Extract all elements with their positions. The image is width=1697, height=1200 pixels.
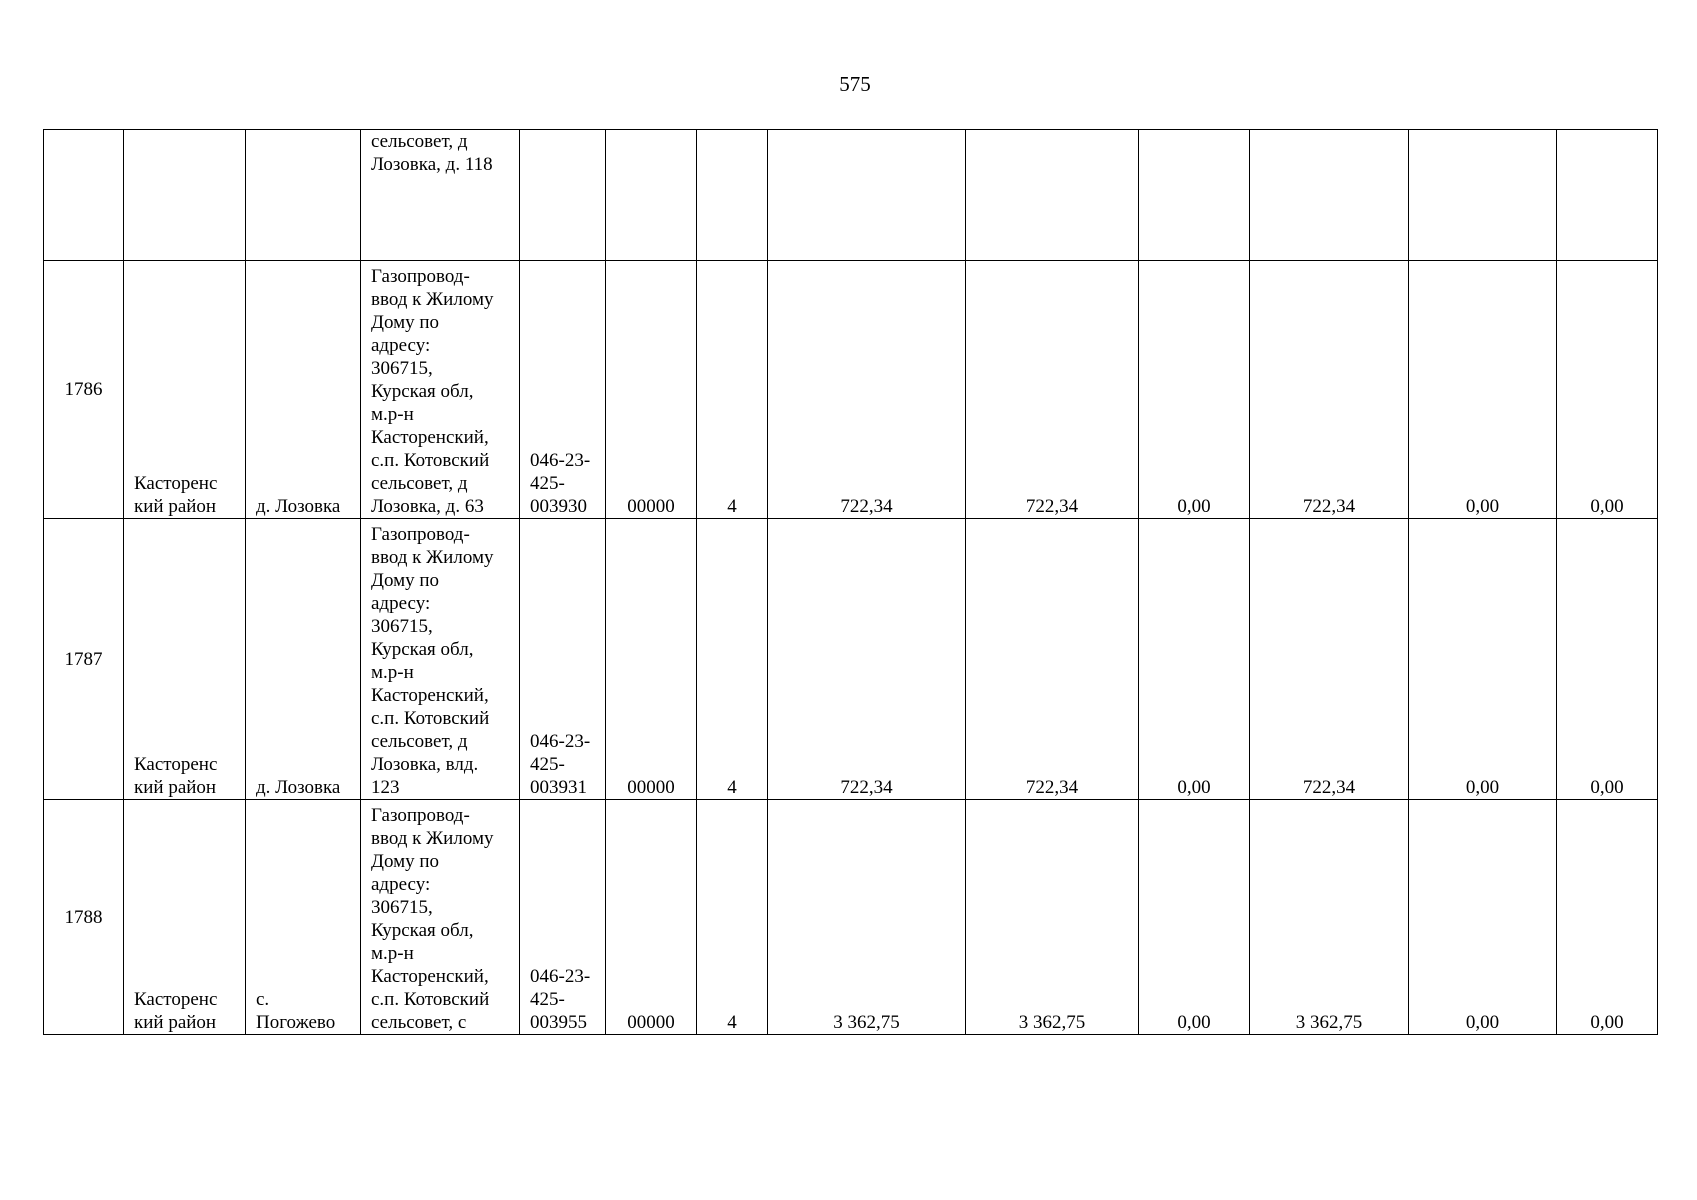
description-cell: Газопровод- ввод к Жилому Дому по адресу: 306715, Курская обл, м.р-н Касторенский, с.п. Котовский сельсовет, д Лозовка, д. 63: [361, 261, 520, 519]
value-cell-2: 722,34: [966, 519, 1139, 800]
table-row: [44, 130, 1658, 261]
code-cell: [520, 130, 606, 261]
value-cell-3: 0,00: [1139, 519, 1250, 800]
value-cell-2: 3 362,75: [966, 800, 1139, 1035]
row-number: [44, 130, 124, 261]
page-number: 575: [839, 72, 871, 96]
value-cell-6: 0,00: [1557, 261, 1658, 519]
value-cell-1: [768, 130, 966, 261]
category-cell: [697, 130, 768, 261]
value-cell-2: 722,34: [966, 261, 1139, 519]
locality-cell: с. Погожево: [246, 800, 361, 1035]
value-cell-5: 0,00: [1409, 800, 1557, 1035]
description-cell: Газопровод- ввод к Жилому Дому по адресу: 306715, Курская обл, м.р-н Касторенский, с.п. Котовский сельсовет, д Лозовка, влд. 123: [361, 519, 520, 800]
value-cell-6: [1557, 130, 1658, 261]
locality-cell: [246, 130, 361, 261]
table-row: [44, 261, 1658, 519]
value-cell-5: 0,00: [1409, 261, 1557, 519]
okof-cell: 00000: [606, 261, 697, 519]
register-table: [43, 129, 1658, 1035]
value-cell-4: 3 362,75: [1250, 800, 1409, 1035]
value-cell-4: 722,34: [1250, 519, 1409, 800]
value-cell-5: 0,00: [1409, 519, 1557, 800]
value-cell-4: 722,34: [1250, 261, 1409, 519]
value-cell-1: 722,34: [768, 519, 966, 800]
okof-cell: [606, 130, 697, 261]
district-cell: Касторенс кий район: [124, 261, 246, 519]
code-cell: 046-23- 425- 003930: [520, 261, 606, 519]
okof-cell: 00000: [606, 800, 697, 1035]
code-cell: 046-23- 425- 003955: [520, 800, 606, 1035]
category-cell: 4: [697, 800, 768, 1035]
value-cell-3: 0,00: [1139, 261, 1250, 519]
value-cell-2: [966, 130, 1139, 261]
value-cell-6: 0,00: [1557, 519, 1658, 800]
row-number: 1786: [44, 261, 124, 519]
district-cell: Касторенс кий район: [124, 519, 246, 800]
locality-cell: д. Лозовка: [246, 519, 361, 800]
okof-cell: 00000: [606, 519, 697, 800]
value-cell-1: 3 362,75: [768, 800, 966, 1035]
category-cell: 4: [697, 519, 768, 800]
category-cell: 4: [697, 261, 768, 519]
value-cell-3: [1139, 130, 1250, 261]
value-cell-5: [1409, 130, 1557, 261]
value-cell-4: [1250, 130, 1409, 261]
locality-cell: д. Лозовка: [246, 261, 361, 519]
description-cell: Газопровод- ввод к Жилому Дому по адресу: 306715, Курская обл, м.р-н Касторенский, с.п. Котовский сельсовет, с: [361, 800, 520, 1035]
district-cell: [124, 130, 246, 261]
value-cell-3: 0,00: [1139, 800, 1250, 1035]
table-row: [44, 519, 1658, 800]
value-cell-6: 0,00: [1557, 800, 1658, 1035]
row-number: 1787: [44, 519, 124, 800]
code-cell: 046-23- 425- 003931: [520, 519, 606, 800]
row-number: 1788: [44, 800, 124, 1035]
table-row: [44, 800, 1658, 1035]
district-cell: Касторенс кий район: [124, 800, 246, 1035]
value-cell-1: 722,34: [768, 261, 966, 519]
description-cell: сельсовет, д Лозовка, д. 118: [361, 130, 520, 261]
